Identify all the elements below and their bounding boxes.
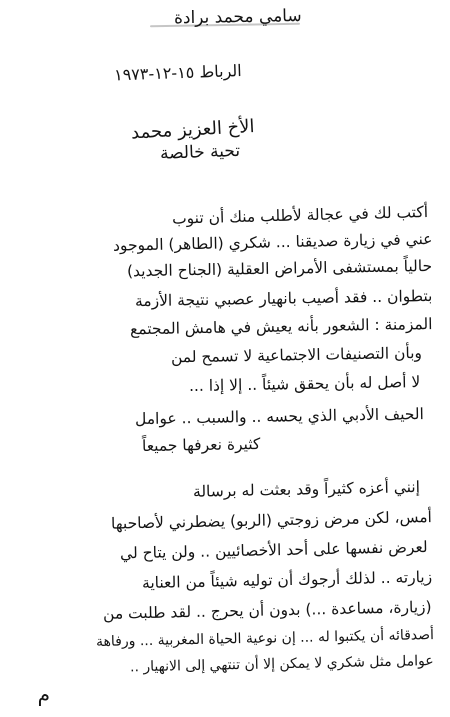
body-line: أمس، لكن مرض زوجتي (الربو) يضطرني لأصاحبها [110, 508, 433, 533]
body-line: حالياً بمستشفى الأمراض العقلية (الجناح الجديد) [126, 257, 433, 281]
body-line: لا أصل له بأن يحقق شيئاً .. إلا إذا ... [188, 373, 421, 396]
closing-mark: م [37, 682, 50, 706]
body-line: المزمنة : الشعور بأنه يعيش في هامش المجتمع [129, 315, 433, 339]
body-line: عني في زيارة صديقنا ... شكري (الطاهر) الموجود [112, 230, 433, 255]
body-line: أكتب لك في عجالة لأطلب منك أن تنوب [171, 203, 429, 228]
body-line: إنني أعزه كثيراً وقد بعثت له برسالة [192, 478, 421, 501]
letter-date: الرباط ١٥-١٢-١٩٧٣ [114, 61, 243, 85]
salutation: الأخ العزيز محمد [130, 116, 255, 144]
greeting: تحية خالصة [159, 141, 241, 164]
body-line: كثيرة نعرفها جميعاً [141, 435, 261, 456]
body-line: (زيارة، مساعدة ...) بدون أن يحرج .. لقد طلبت من [103, 598, 433, 623]
sender-name-header: سامي محمد برادة [174, 6, 303, 29]
body-line: أصدقائه أن يكتبوا له ... إن نوعية الحياة المغربية ... ورفاهة [95, 627, 435, 651]
body-line: لعرض نفسها على أحد الأخصائيين .. ولن يتاح لي [120, 538, 429, 563]
body-line: عوامل مثل شكري لا يمكن إلا أن تنتهي إلى الانهيار .. [130, 653, 435, 676]
body-line: بتطوان .. فقد أصيب بانهيار عصبي نتيجة الأزمة [134, 287, 433, 311]
body-line: الحيف الأدبي الذي يحسه .. والسبب .. عوامل [135, 405, 425, 429]
body-line: زيارته .. لذلك أرجوك أن توليه شيئاً من العناية [141, 568, 433, 593]
body-line: وبأن التصنيفات الاجتماعية لا تسمح لمن [170, 344, 423, 367]
